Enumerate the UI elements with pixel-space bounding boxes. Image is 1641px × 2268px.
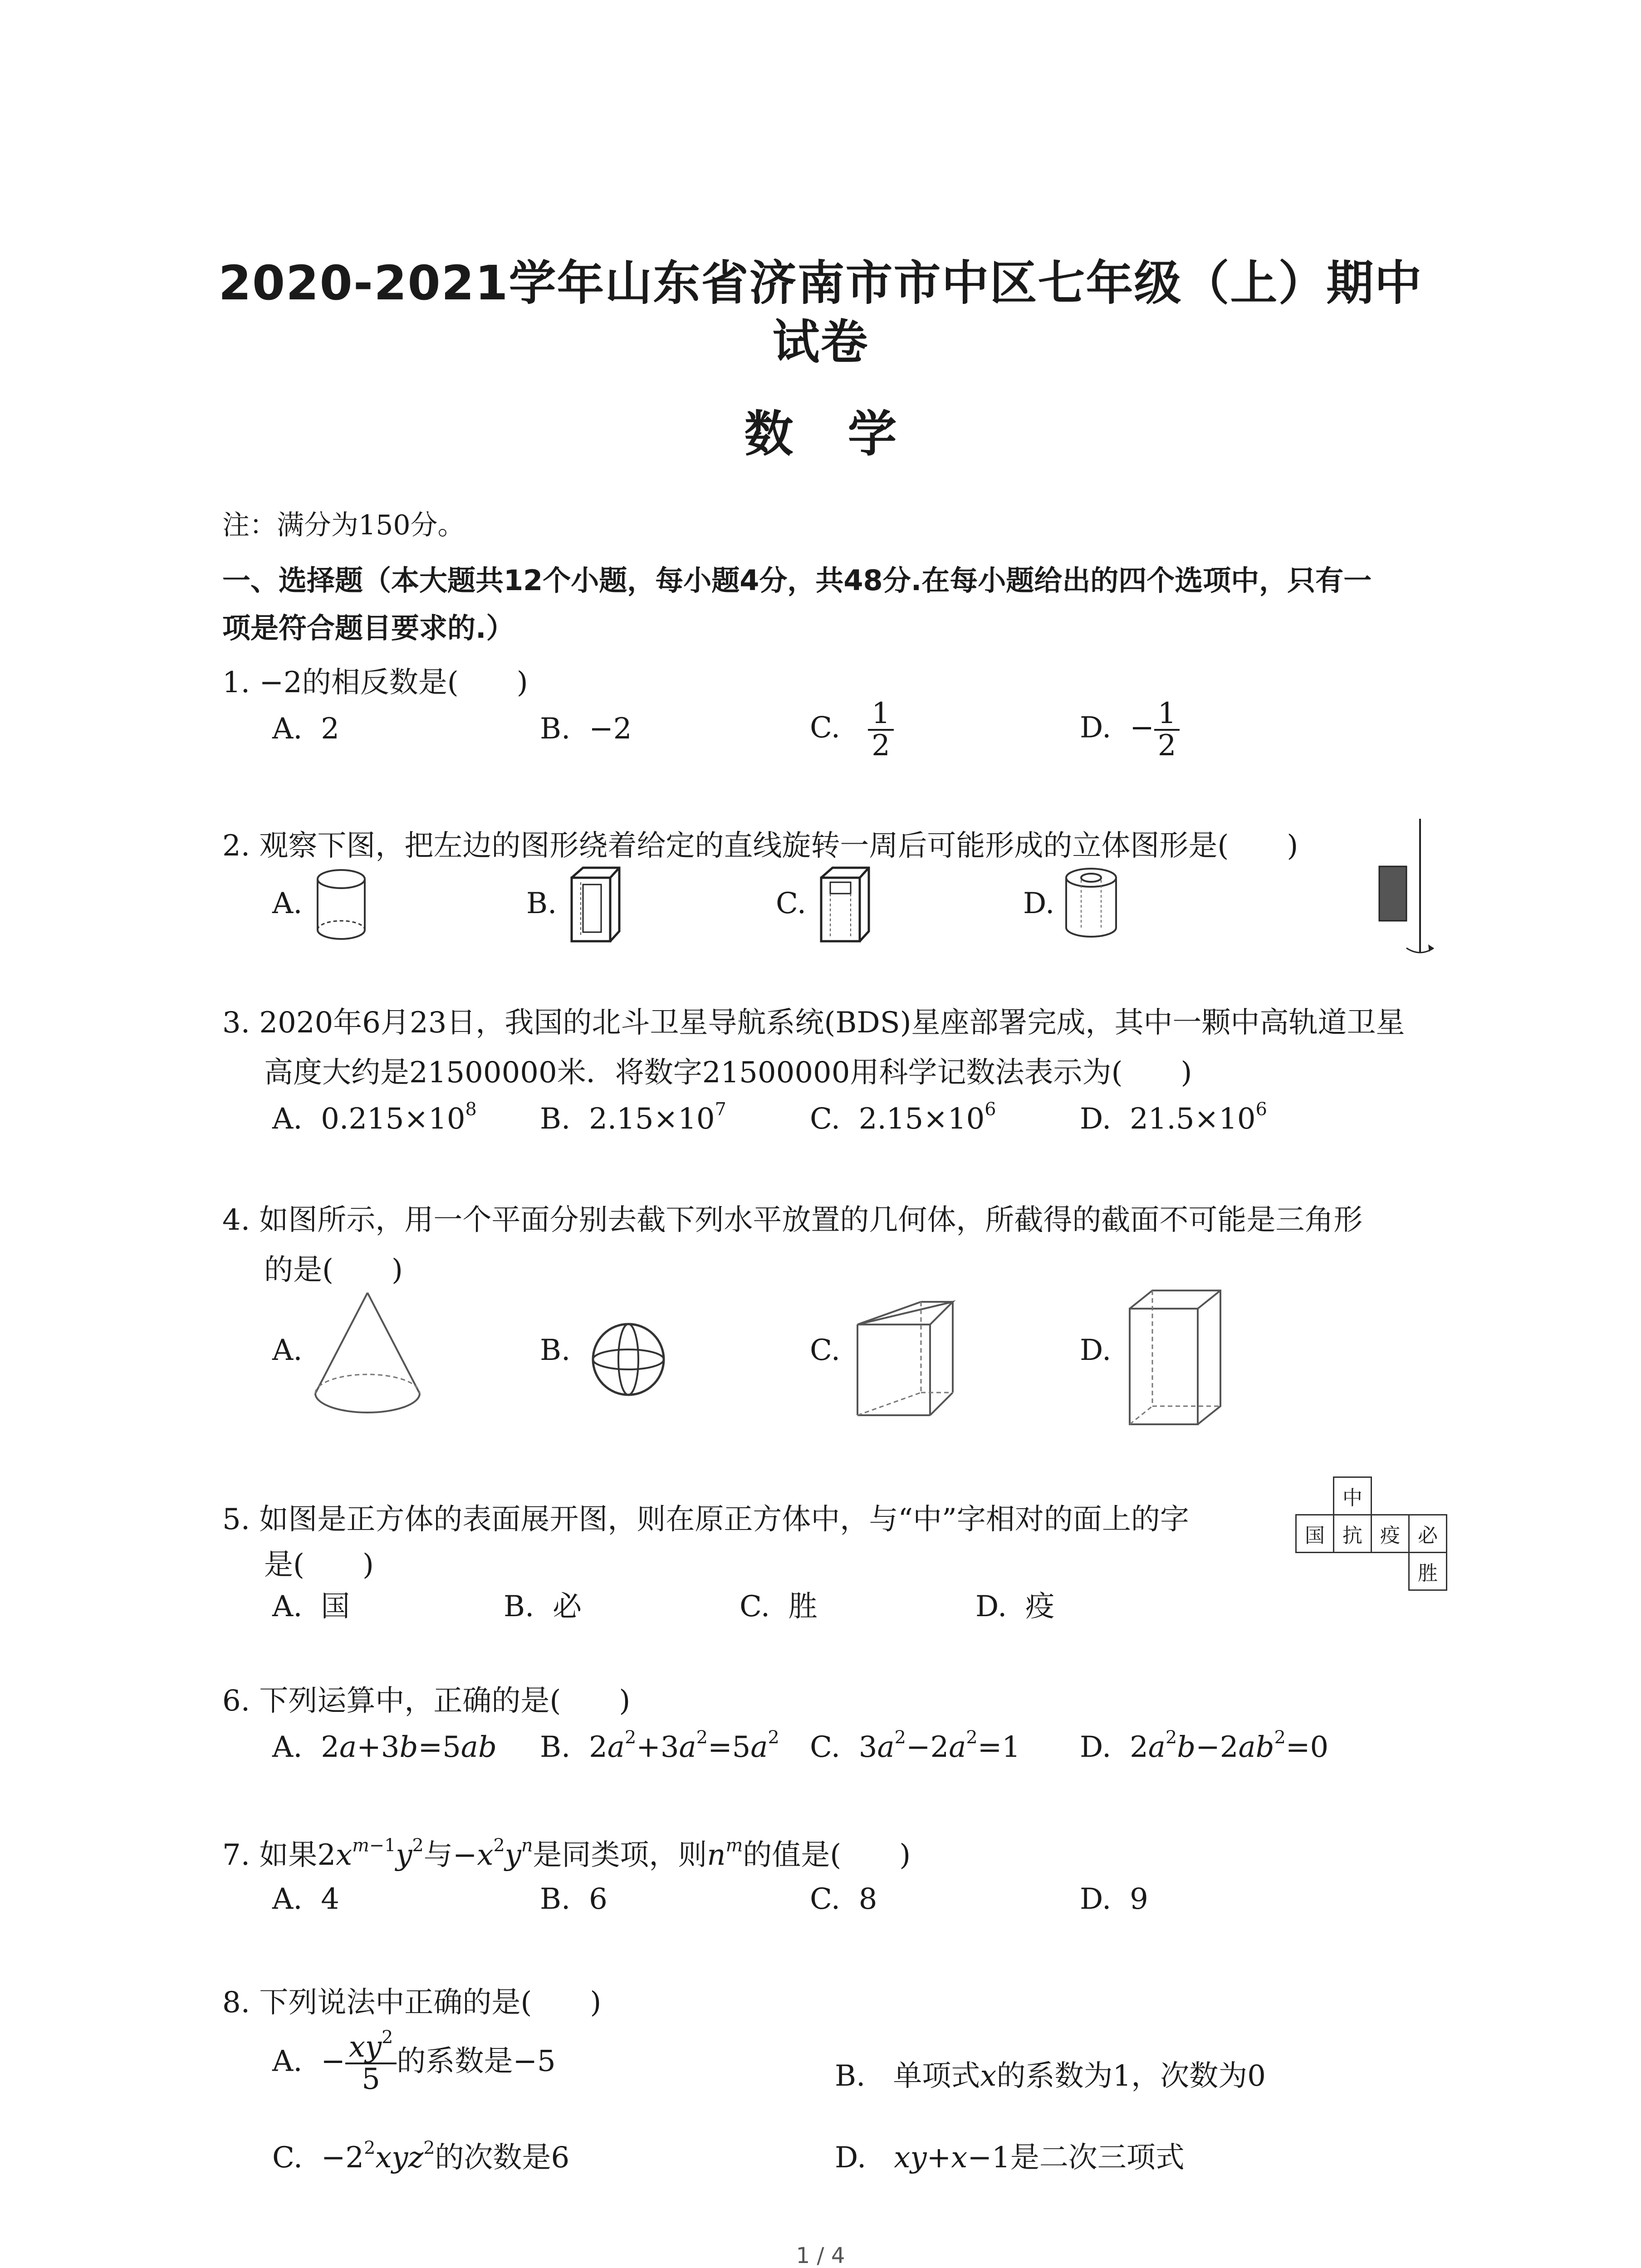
variable: x — [980, 2059, 997, 2093]
exponent: 6 — [1255, 1099, 1267, 1120]
option-label: D. — [1080, 1102, 1112, 1136]
net-cell: 胜 — [1409, 1553, 1447, 1590]
option-label: B. — [540, 1102, 571, 1136]
q3-option-d[interactable] — [1080, 1099, 1267, 1136]
subject-title: 数学 — [744, 406, 951, 463]
q6-option-b[interactable] — [540, 1727, 779, 1764]
option-label: A. — [272, 2044, 303, 2078]
net-cell: 疫 — [1372, 1515, 1409, 1553]
q2-option-d[interactable]: D. — [1023, 887, 1055, 920]
cube-net-figure — [1295, 1476, 1447, 1591]
net-cell: 必 — [1409, 1515, 1447, 1553]
option-value: 9 — [1130, 1882, 1148, 1916]
option-label: B. — [540, 1882, 571, 1916]
q4-option-b[interactable]: B. — [540, 1334, 571, 1367]
q7-option-b[interactable] — [540, 1882, 607, 1916]
q7-option-d[interactable] — [1080, 1882, 1148, 1916]
q6-option-a[interactable] — [272, 1730, 497, 1764]
q3-option-c[interactable] — [810, 1099, 996, 1136]
q7-option-a[interactable] — [272, 1882, 339, 1916]
option-value: 2.15×10 — [858, 1102, 985, 1136]
option-label: D. — [1080, 1882, 1112, 1916]
cylinder-figure — [313, 866, 372, 943]
q6-option-c[interactable] — [810, 1727, 1020, 1764]
option-label: C. — [810, 711, 841, 745]
title-line-2: 试卷 — [772, 314, 869, 370]
net-cell: 中 — [1334, 1477, 1372, 1515]
q8-option-c[interactable]: C. $-2^2xyz^2$的次数是6 — [272, 2137, 570, 2175]
page-number: 1 / 4 — [796, 2243, 845, 2268]
numerator: 1 — [1154, 699, 1180, 731]
q3-option-a[interactable] — [272, 1099, 477, 1136]
option-label: B. — [540, 1730, 571, 1764]
option-value: 6 — [589, 1882, 607, 1916]
option-value: 是二次三项式 — [1010, 2141, 1185, 2175]
triangular-prism-figure — [853, 1293, 971, 1429]
option-value: 的次数是6 — [435, 2141, 570, 2175]
question-3-stem-line-1: 3. 2020年6月23日，我国的北斗卫星导航系统(BDS)星座部署完成，其中一颗中高轨道卫星 — [222, 1006, 1405, 1040]
option-value: 的系数是−5 — [397, 2044, 556, 2078]
hollow-prism-figure — [567, 864, 626, 950]
rotation-axis-figure — [1361, 816, 1443, 962]
option-value: −2 — [589, 712, 632, 746]
option-expression: $2a^2+3a^2=5a^2$ — [589, 1727, 779, 1764]
q5-option-a[interactable] — [272, 1583, 350, 1625]
option-label: A. — [272, 1882, 303, 1916]
question-3-stem-line-2: 高度大约是21500000米．将数字21500000用科学记数法表示为( ) — [264, 1056, 1192, 1090]
q8-option-b[interactable] — [835, 2053, 1266, 2094]
fraction — [868, 699, 894, 761]
question-7-stem: 7. 如果$2x^{m-1}y^2$与$-x^2y^n$是同类项，则$n^m$的值是( ) — [222, 1835, 911, 1872]
option-expression: $3a^2-2a^2=1$ — [858, 1727, 1020, 1764]
hollow-box-figure — [817, 864, 876, 950]
option-value: 2.15×10 — [589, 1102, 715, 1136]
q3-option-b[interactable] — [540, 1099, 726, 1136]
stem-text: 是同类项，则 — [533, 1838, 707, 1872]
q1-option-b[interactable] — [540, 712, 632, 746]
stem-text: 的值是( ) — [743, 1838, 911, 1872]
exponent: 8 — [465, 1099, 477, 1120]
question-5-stem-line-1: 5. 如图是正方体的表面展开图，则在原正方体中，与“中”字相对的面上的字 — [222, 1503, 1189, 1536]
option-value: 8 — [858, 1882, 877, 1916]
option-value: 0.215×10 — [321, 1102, 465, 1136]
stem-text: 与− — [423, 1838, 477, 1872]
q5-option-c[interactable] — [740, 1583, 818, 1625]
option-value: 4 — [321, 1882, 339, 1916]
q1-option-a[interactable] — [272, 712, 339, 746]
question-4-stem-line-1: 4. 如图所示，用一个平面分别去截下列水平放置的几何体，所截得的截面不可能是三角形 — [222, 1203, 1363, 1237]
option-label: C. — [810, 1882, 841, 1916]
question-8-stem: 8. 下列说法中正确的是( ) — [222, 1986, 602, 2019]
q4-option-a[interactable]: A. — [272, 1334, 303, 1367]
denominator: 5 — [362, 2063, 380, 2097]
option-value: 疫 — [1025, 1590, 1055, 1623]
section-1-heading-line-2: 项是符合题目要求的.） — [222, 611, 514, 645]
q4-option-d[interactable]: D. — [1080, 1334, 1112, 1367]
question-6-stem: 6. 下列运算中，正确的是( ) — [222, 1684, 631, 1718]
net-cell: 国 — [1296, 1515, 1334, 1553]
stem-text: 7. 如果2 — [222, 1838, 336, 1872]
question-2-stem: 2. 观察下图，把左边的图形绕着给定的直线旋转一周后可能形成的立体图形是( ) — [222, 829, 1298, 863]
option-label: C. — [810, 1102, 841, 1136]
option-label: C. — [810, 1730, 841, 1764]
q4-option-c[interactable]: C. — [810, 1334, 841, 1367]
cone-figure — [309, 1288, 426, 1420]
title-line-1: 2020-2021学年山东省济南市市中区七年级（上）期中 — [218, 255, 1423, 311]
option-value: 2 — [321, 712, 339, 746]
option-expression: $2a^2b-2ab^2=0$ — [1130, 1727, 1329, 1764]
q2-option-c[interactable]: C. — [776, 887, 807, 920]
question-4-stem-line-2: 的是( ) — [264, 1253, 403, 1287]
option-label: A. — [272, 712, 303, 746]
denominator: 2 — [872, 729, 890, 763]
exponent: 7 — [715, 1099, 726, 1120]
option-label: B. — [835, 2059, 866, 2093]
numerator: 1 — [868, 699, 894, 731]
question-1-stem: 1. −2的相反数是( ) — [222, 666, 528, 699]
option-label: A. — [272, 1102, 303, 1136]
section-1-heading-line-1: 一、选择题（本大题共12个小题，每小题4分，共48分.在每小题给出的四个选项中，只有一 — [222, 564, 1372, 597]
q6-option-d[interactable] — [1080, 1727, 1329, 1764]
option-value: 胜 — [788, 1590, 818, 1623]
denominator: 2 — [1157, 729, 1176, 763]
option-value: 的系数为1，次数为0 — [996, 2059, 1266, 2093]
q2-option-a[interactable]: A. — [272, 887, 303, 920]
option-label: C. — [272, 2141, 303, 2175]
q5-option-b[interactable] — [504, 1583, 582, 1625]
option-value: 必 — [553, 1590, 582, 1623]
option-label: C. — [740, 1590, 770, 1623]
q8-option-a[interactable]: A. − $\frac{xy^2}{5}$ 的系数是−5 — [272, 2027, 556, 2097]
option-label: B. — [504, 1590, 534, 1623]
q8-option-d[interactable]: D. xy+x−1是二次三项式 — [835, 2141, 1185, 2175]
q1-option-c[interactable] — [810, 699, 894, 761]
option-label: D. — [1080, 1730, 1112, 1764]
sphere-figure — [590, 1322, 671, 1399]
option-value: 21.5×10 — [1130, 1102, 1256, 1136]
option-label: A. — [272, 1590, 303, 1623]
fraction — [1154, 699, 1180, 761]
fraction — [345, 2027, 397, 2097]
q5-option-d[interactable] — [975, 1583, 1054, 1625]
q1-option-d[interactable] — [1080, 699, 1180, 761]
option-label: D. — [975, 1590, 1007, 1623]
option-value: 国 — [321, 1590, 350, 1623]
q7-option-c[interactable] — [810, 1882, 877, 1916]
option-expression: 2a+3b=5ab — [321, 1730, 497, 1764]
option-value: 单项式 — [893, 2059, 980, 2093]
hollow-cylinder-figure — [1062, 864, 1125, 946]
option-label: A. — [272, 1730, 303, 1764]
question-5-stem-line-2: 是( ) — [264, 1548, 374, 1582]
net-cell: 抗 — [1334, 1515, 1372, 1553]
q2-option-b[interactable]: B. — [526, 887, 557, 920]
numerator: $xy^2$ — [345, 2032, 397, 2064]
rectangular-prism-figure — [1125, 1286, 1230, 1431]
score-note: 注：满分为150分。 — [222, 509, 465, 541]
option-label: D. — [835, 2141, 867, 2175]
exponent: 6 — [985, 1099, 996, 1120]
option-label: B. — [540, 712, 571, 746]
option-label: D. — [1080, 711, 1112, 745]
minus-sign: − — [1130, 711, 1154, 745]
